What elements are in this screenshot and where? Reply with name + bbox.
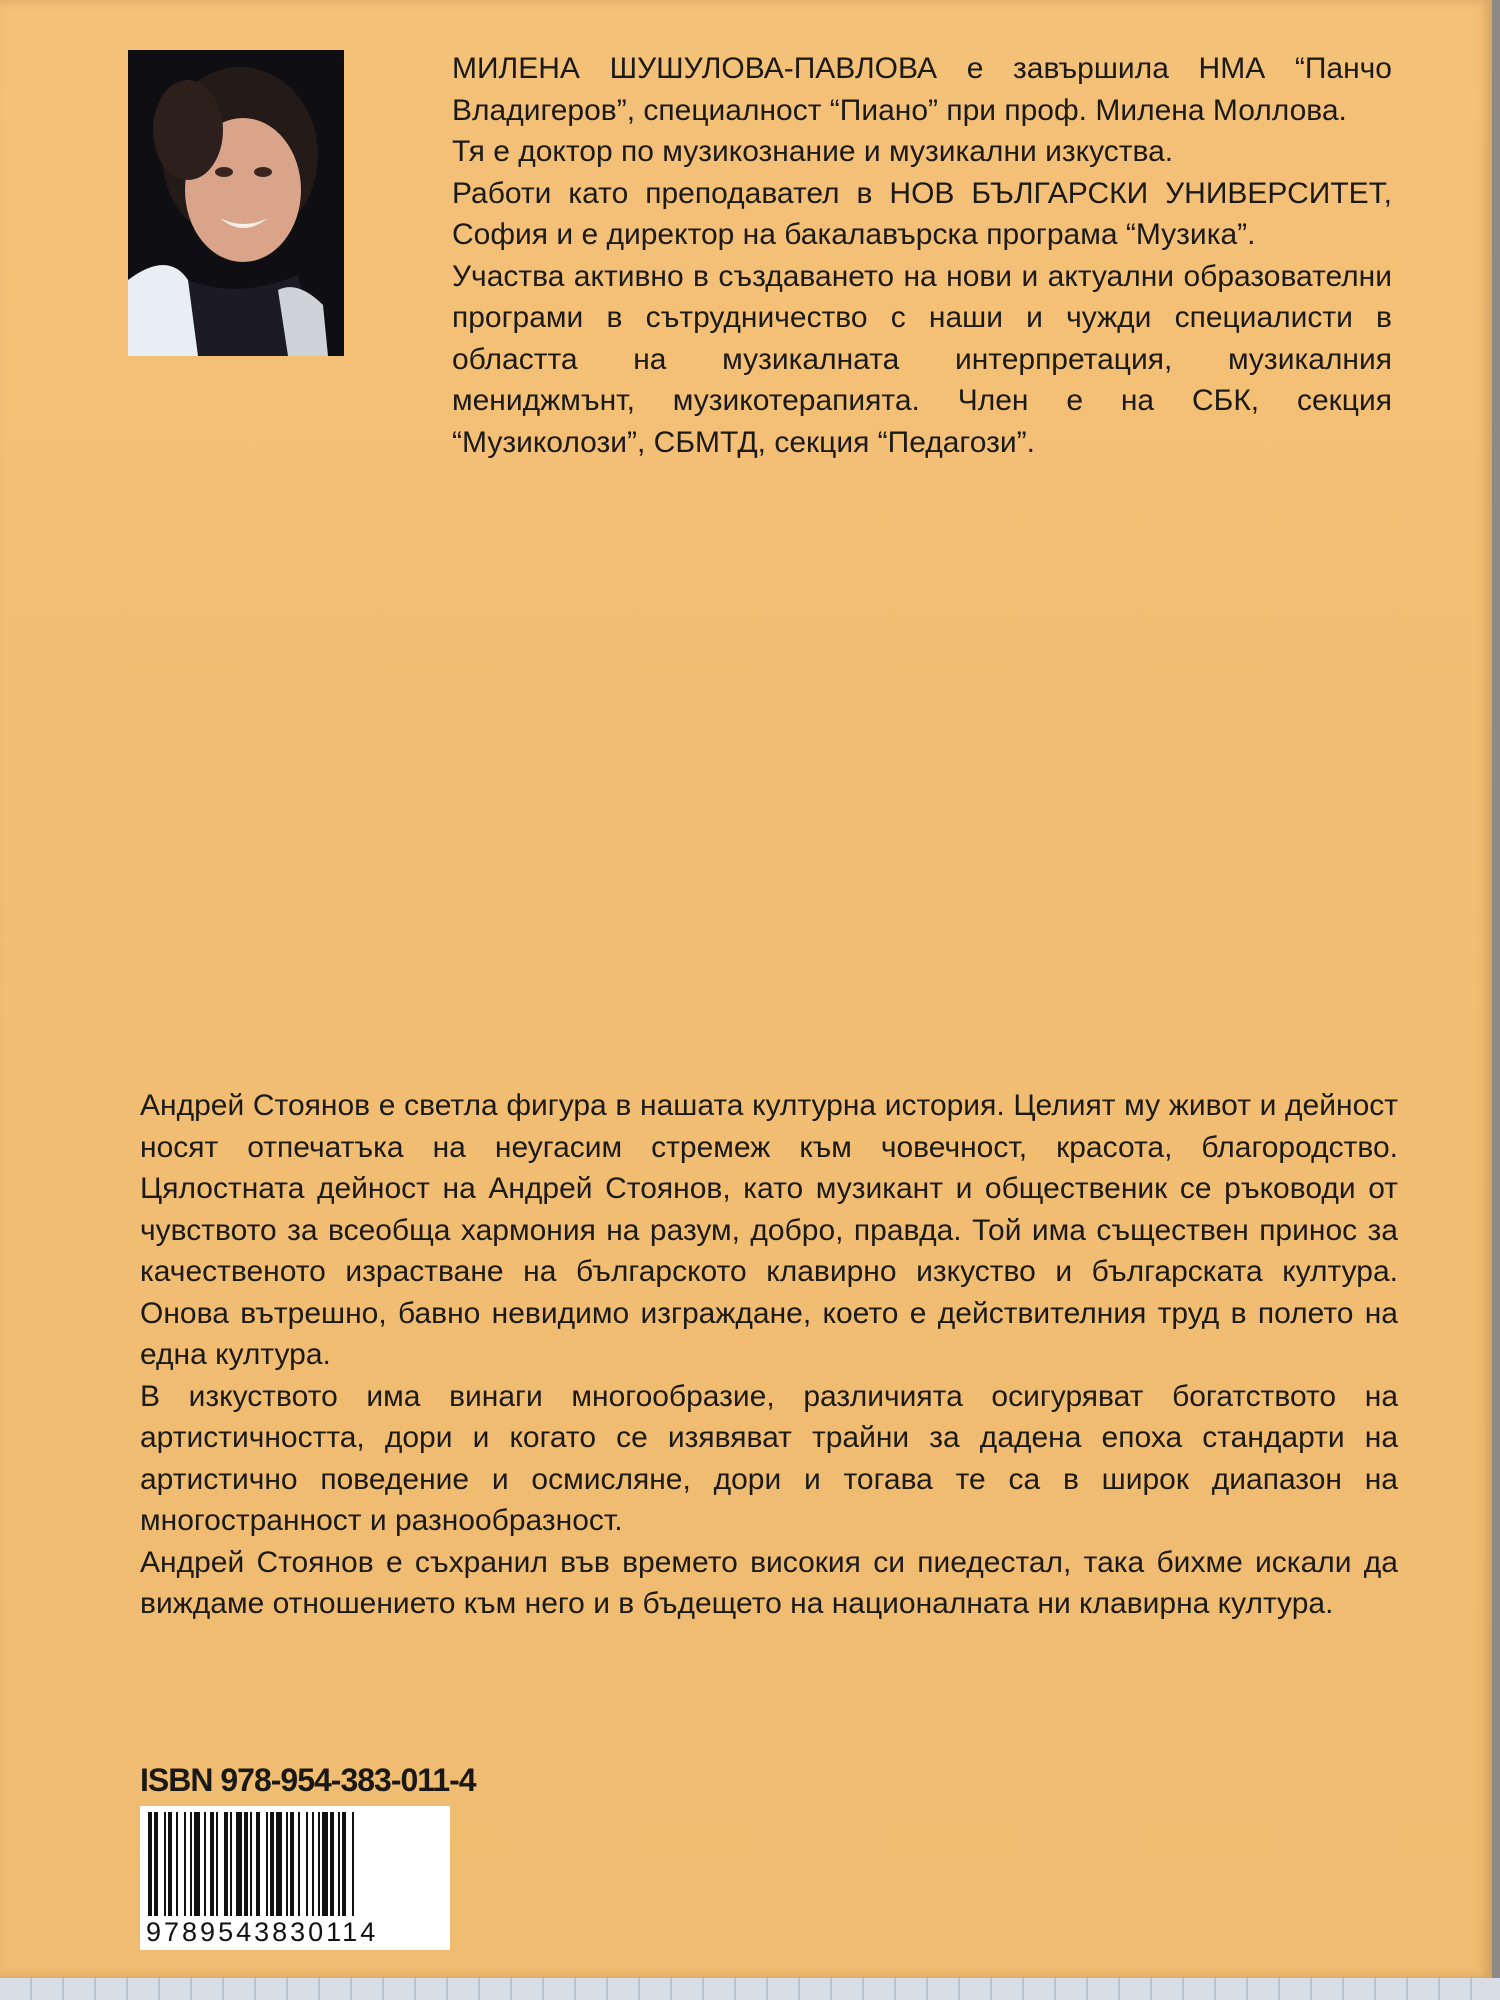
author-biography xyxy=(452,48,1392,463)
barcode-bar xyxy=(176,1812,178,1918)
book-description-paragraph: Андрей Стоянов е светла фигура в нашата културна история. Целият му живот и дейност носят отпечатъка на неугасим стремеж към човечност, красота, благородство. Цялостната дейност на Андрей Стоянов, като музикант и общественик се ръководи от чувството за всеобща хармония на разум, добро, правда. Той има съществен принос за качественото израстване на българското клавирно изкуство и българската култура. Онова вътрешно, бавно невидимо изграждане, което е действителния труд в полето на една култура. xyxy=(140,1089,1398,1371)
author-portrait-image xyxy=(128,50,344,356)
barcode-bar xyxy=(352,1812,354,1918)
barcode-bar xyxy=(168,1812,172,1918)
barcode-bar xyxy=(270,1812,274,1918)
barcode-digits: 9789543830114 xyxy=(146,1916,446,1948)
barcode-bar xyxy=(210,1812,214,1918)
barcode-bar xyxy=(266,1812,268,1918)
book-description-paragraph: В изкуството има винаги многообразие, различията осигуряват богатството на артистичността, дори и когато се изявяват трайни за дадена епоха стандарти на артистично поведение и осмисляне, дори и тогава те са в широк диапазон на многостранност и разнообразност. xyxy=(140,1379,1398,1537)
barcode-bar xyxy=(338,1812,340,1918)
author-bio-paragraph: Работи като преподавател в НОВ БЪЛГАРСКИ УНИВЕРСИТЕТ, София и е директор на бакалавърска програма “Музика”. xyxy=(452,176,1392,251)
barcode-bar xyxy=(276,1812,282,1918)
barcode-bar xyxy=(184,1812,186,1918)
author-bio-paragraph: Тя е доктор по музикознание и музикални изкуства. xyxy=(452,135,1174,168)
barcode-bar xyxy=(286,1812,288,1918)
book-description-paragraph: Андрей Стоянов е съхранил във времето високия си пиедестал, така бихме искали да виждаме отношението към него и в бъдещето на националната ни клавирна култура. xyxy=(140,1545,1398,1620)
barcode-bar xyxy=(330,1812,334,1918)
book-description xyxy=(140,1085,1398,1625)
barcode-bar xyxy=(342,1812,346,1918)
barcode-bar xyxy=(312,1812,314,1918)
barcode-bar xyxy=(230,1812,232,1918)
barcode-bar xyxy=(298,1812,300,1918)
barcode-bar xyxy=(154,1812,158,1918)
barcode-bar xyxy=(306,1812,308,1918)
barcode-bar xyxy=(290,1812,294,1918)
barcode-bar xyxy=(256,1812,260,1918)
author-photo xyxy=(128,50,344,356)
barcode-bar xyxy=(148,1812,152,1918)
barcode-bar xyxy=(194,1812,200,1918)
author-bio-paragraph: Участва активно в създаването на нови и актуални образователни програми в сътрудничество с наши и чужди специалисти в областта на музикалната интерпретация, музикалния мениджмънт, музикотерапията. Член е на СБК, секция “Музиколози”, СБМТД, секция “Педагози”. xyxy=(452,259,1392,459)
barcode-bar xyxy=(224,1812,228,1918)
barcode-bar xyxy=(322,1812,328,1918)
barcode-bar xyxy=(244,1812,248,1918)
table-surface-bottom xyxy=(0,1978,1500,2000)
barcode-bar xyxy=(250,1812,252,1918)
barcode xyxy=(140,1806,450,1950)
barcode-bar xyxy=(164,1812,166,1918)
barcode-bar xyxy=(190,1812,192,1918)
barcode-bar xyxy=(236,1812,242,1918)
barcode-bar xyxy=(318,1812,320,1918)
isbn-label: ISBN 978-954-383-011-4 xyxy=(140,1762,476,1798)
author-bio-paragraph: МИЛЕНА ШУШУЛОВА-ПАВЛОВА е завършила НМА “Панчо Владигеров”, специалност “Пиано” при проф. Милена Моллова. xyxy=(452,52,1392,127)
table-surface-right xyxy=(1492,0,1500,1978)
barcode-bar xyxy=(216,1812,218,1918)
barcode-bar xyxy=(204,1812,206,1918)
